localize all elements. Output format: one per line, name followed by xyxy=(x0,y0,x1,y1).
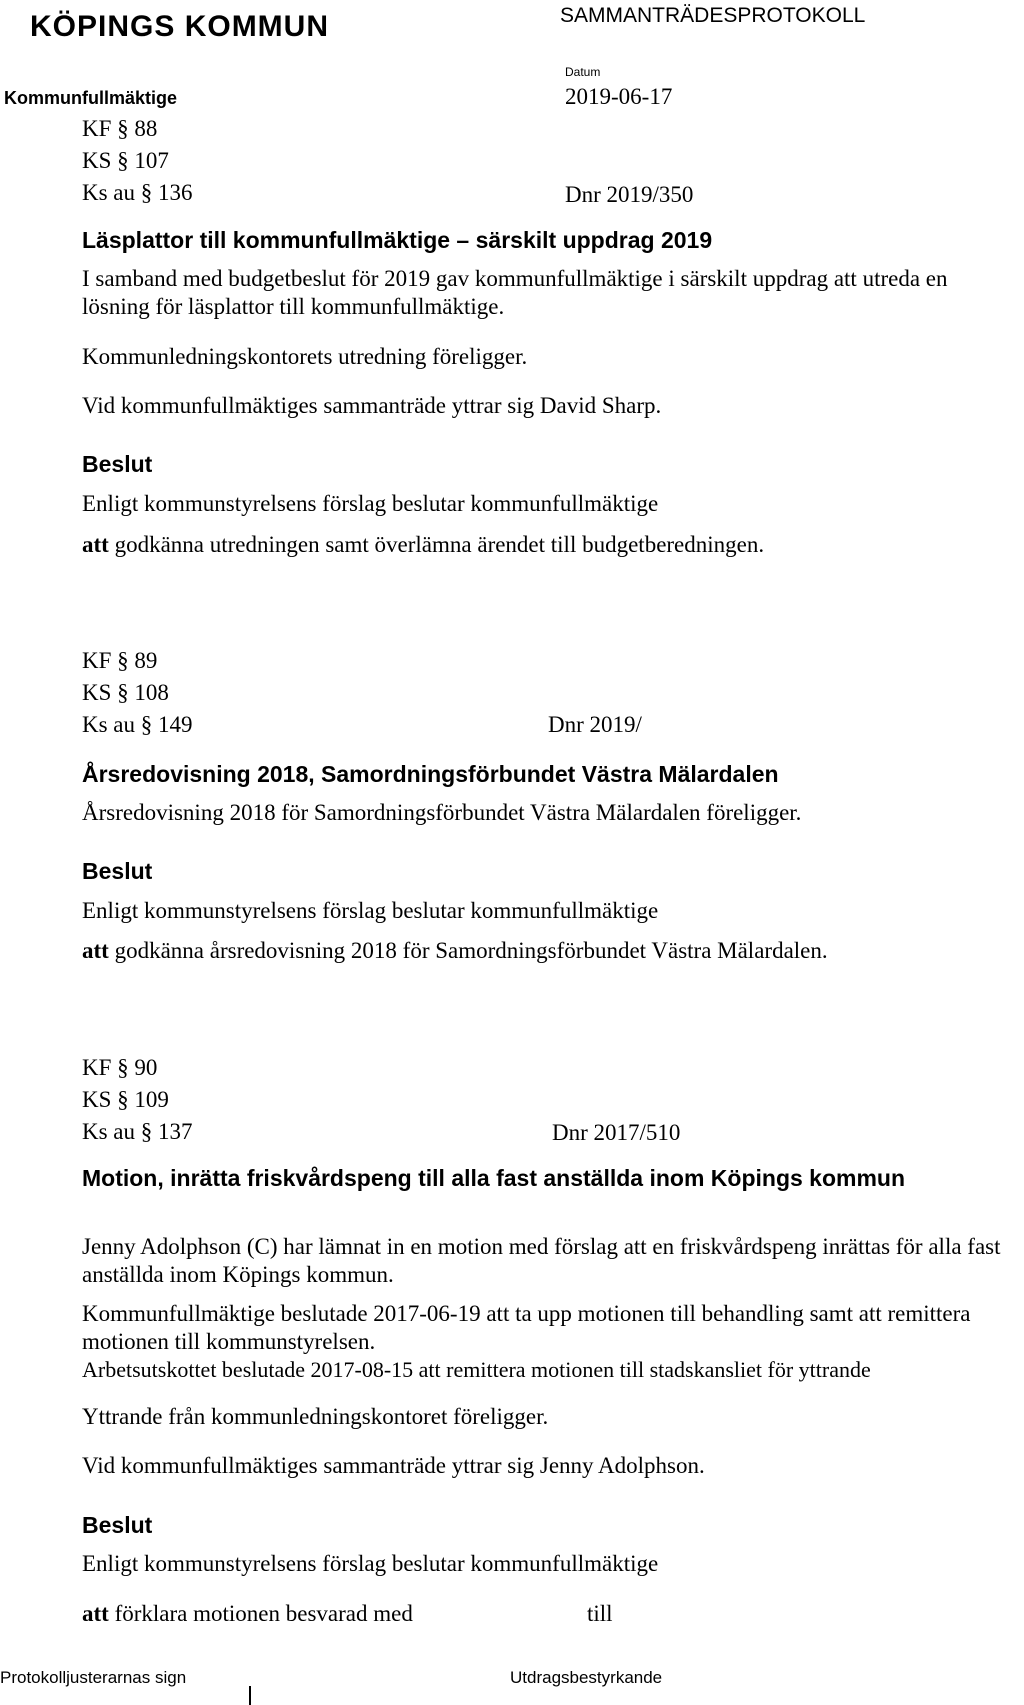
item-1-ref-kf: KF § 88 xyxy=(82,116,158,141)
item-3-title: Motion, inrätta friskvårdspeng till alla fast anställda inom Köpings kommun xyxy=(82,1165,906,1191)
item-2-ref-ksau: Ks au § 149 xyxy=(82,712,193,737)
item-1-ref-ks: KS § 107 xyxy=(82,148,169,173)
item-2-ref-ks: KS § 108 xyxy=(82,680,169,705)
att-label: att xyxy=(82,532,109,557)
item-2-paragraph-1: Årsredovisning 2018 för Samordningsförbundet Västra Mälardalen föreligger. xyxy=(82,800,802,825)
item-3-paragraph-4: Yttrande från kommunledningskontoret föreligger. xyxy=(82,1404,549,1429)
item-3-paragraph-3: Arbetsutskottet beslutade 2017-08-15 att remittera motionen till stadskansliet för yttrande xyxy=(82,1357,871,1382)
item-1-paragraph-2: Kommunledningskontorets utredning föreligger. xyxy=(82,344,528,369)
body-name: Kommunfullmäktige xyxy=(4,88,178,108)
item-3-paragraph-2: Kommunfullmäktige beslutade 2017-06-19 att ta upp motionen till behandling samt att remittera motionen till kommunstyrelsen. xyxy=(82,1301,971,1354)
att-label: att xyxy=(82,938,109,963)
footer-signature-label: Protokolljusterarnas sign xyxy=(0,1668,187,1687)
item-2-beslut-intro: Enligt kommunstyrelsens förslag beslutar kommunfullmäktige xyxy=(82,898,659,923)
item-2-beslut-heading: Beslut xyxy=(82,858,153,884)
item-3-paragraph-5: Vid kommunfullmäktiges sammanträde yttrar sig Jenny Adolphson. xyxy=(82,1453,705,1478)
item-1-ref-ksau: Ks au § 136 xyxy=(82,180,193,205)
item-1-dnr: Dnr 2019/350 xyxy=(565,182,694,207)
item-1-beslut-heading: Beslut xyxy=(82,451,153,477)
date-value: 2019-06-17 xyxy=(565,84,673,109)
item-1-paragraph-1: I samband med budgetbeslut för 2019 gav kommunfullmäktige i särskilt uppdrag att utreda en lösning för läsplattor till kommunfullmäktige. xyxy=(82,266,948,319)
att-text: förklara motionen besvarad med xyxy=(114,1601,413,1626)
item-3-ref-ksau: Ks au § 137 xyxy=(82,1119,193,1144)
att-label: att xyxy=(82,1601,109,1626)
item-1-paragraph-3: Vid kommunfullmäktiges sammanträde yttrar sig David Sharp. xyxy=(82,393,662,418)
signature-box-divider xyxy=(249,1686,251,1705)
item-3-ref-ks: KS § 109 xyxy=(82,1087,169,1112)
item-3-beslut-intro: Enligt kommunstyrelsens förslag beslutar kommunfullmäktige xyxy=(82,1551,659,1576)
item-2-title: Årsredovisning 2018, Samordningsförbundet Västra Mälardalen xyxy=(82,761,779,787)
item-3-ref-kf: KF § 90 xyxy=(82,1055,158,1080)
item-3-paragraph-1: Jenny Adolphson (C) har lämnat in en motion med förslag att en friskvårdspeng inrättas för alla fast anställda inom Köpings kommun. xyxy=(82,1234,1001,1287)
item-1-att-clause xyxy=(82,531,1002,559)
item-3-att-clause xyxy=(82,1600,502,1628)
item-2-dnr: Dnr 2019/ xyxy=(548,712,642,737)
item-2-ref-kf: KF § 89 xyxy=(82,648,158,673)
item-3-att-tail: till xyxy=(587,1601,613,1626)
att-text: godkänna årsredovisning 2018 för Samordningsförbundet Västra Mälardalen. xyxy=(114,938,828,963)
item-3-dnr: Dnr 2017/510 xyxy=(552,1120,681,1145)
att-text: godkänna utredningen samt överlämna ärendet till budgetberedningen. xyxy=(114,532,765,557)
footer-certification-label: Utdragsbestyrkande xyxy=(510,1668,663,1687)
item-1-beslut-intro: Enligt kommunstyrelsens förslag beslutar kommunfullmäktige xyxy=(82,491,659,516)
item-2-att-clause xyxy=(82,937,1002,965)
date-label: Datum xyxy=(565,65,601,79)
item-3-beslut-heading: Beslut xyxy=(82,1512,153,1538)
organization-name: KÖPINGS KOMMUN xyxy=(30,10,329,43)
document-type: SAMMANTRÄDESPROTOKOLL xyxy=(560,4,866,27)
item-1-title: Läsplattor till kommunfullmäktige – särskilt uppdrag 2019 xyxy=(82,227,713,253)
